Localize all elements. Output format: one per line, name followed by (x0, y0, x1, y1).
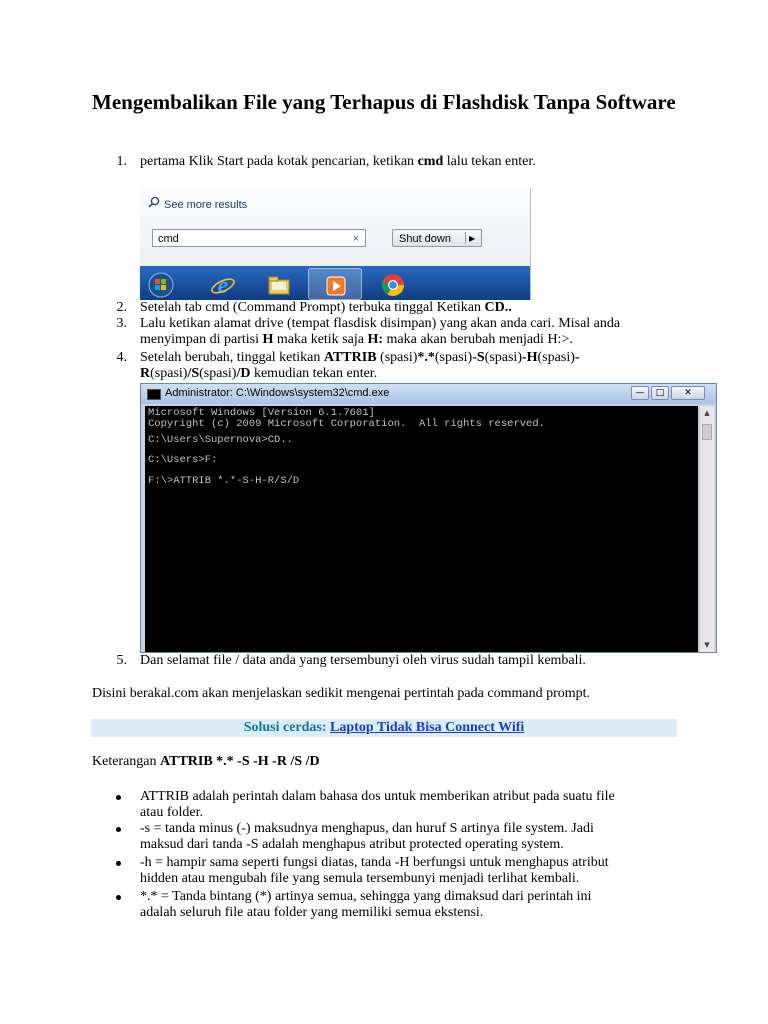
taskbar (140, 266, 530, 300)
start-menu-screenshot (140, 188, 531, 300)
taskbar-ie[interactable] (196, 268, 250, 300)
cmd-app-icon (147, 389, 161, 400)
step-3-number: 3. (116, 316, 127, 331)
bullet-icon (116, 827, 121, 832)
svg-text:e: e (217, 273, 229, 298)
minimize-button[interactable]: — (631, 386, 649, 400)
scroll-thumb[interactable] (702, 424, 712, 440)
bullet-icon (116, 795, 121, 800)
step-4-l1a: Setelah berubah, tinggal ketikan (140, 350, 324, 365)
step-4-l1i: (spasi) (537, 350, 575, 365)
step-5-text: Dan selamat file / data anda yang tersembunyi oleh virus sudah tampil kembali. (140, 653, 586, 668)
intro-paragraph: Disini berakal.com akan menjelaskan sedikit mengenai pertintah pada command prompt. (92, 686, 591, 701)
step-4-s-switch: /S (187, 366, 200, 381)
step-4-r-flag: R (140, 366, 151, 381)
step-2-text (140, 300, 512, 316)
bullet-icon (116, 861, 121, 866)
bullet-4-line-2: adalah seluruh file atau folder yang memiliki semua ekstensi. (140, 905, 484, 920)
step-1-number: 1. (116, 154, 127, 169)
start-orb-button[interactable] (140, 268, 188, 300)
console-line: Microsoft Windows [Version 6.1.7601] (148, 407, 375, 419)
bullet-icon (116, 895, 121, 900)
step-1-text-c: lalu tekan enter. (443, 154, 536, 169)
step-4-line-2 (140, 366, 377, 382)
step-3-l2c: maka ketik saja (273, 332, 368, 347)
console-line: C:\Users\Supernova>CD.. (148, 434, 293, 446)
shut-down-options-arrow-icon[interactable]: ▶ (469, 234, 476, 243)
chrome-icon (380, 272, 406, 298)
banner-label: Solusi cerdas: (243, 720, 331, 735)
internet-explorer-icon (210, 272, 236, 298)
bullet-3-line-1: -h = hampir sama seperti fungsi diatas, tanda -H berfungsi untuk menghapus atribut (140, 855, 609, 870)
step-4-l2f: kemudian tekan enter. (250, 366, 378, 381)
media-player-icon (323, 273, 349, 299)
step-2-cmd: CD.. (484, 300, 512, 315)
bullet-2-line-2: maksud dari tanda -S adalah menghapus atribut protected operating system. (140, 837, 564, 852)
start-search-input[interactable] (152, 229, 366, 247)
bullet-1-line-2: atau folder. (140, 805, 203, 820)
search-icon (148, 196, 160, 211)
cmd-title-bar (141, 384, 717, 404)
taskbar-chrome[interactable] (366, 268, 420, 300)
clear-search-icon[interactable]: × (352, 233, 359, 245)
keterangan-label: Keterangan (92, 754, 161, 769)
bullet-2-line-1: -s = tanda minus (-) maksudnya menghapus, dan huruf S artinya file system. Jadi (140, 821, 594, 836)
step-4-d-switch: /D (236, 366, 251, 381)
step-1-cmd: cmd (417, 154, 444, 169)
step-4-l1g: (spasi) (484, 350, 522, 365)
cmd-console-output[interactable] (145, 406, 698, 652)
step-4-attrib: ATTRIB (323, 350, 377, 365)
scroll-down-arrow-icon[interactable]: ▼ (704, 641, 710, 649)
step-4-l1e: (spasi) (434, 350, 473, 365)
step-2-text-a: Setelah tab cmd (Command Prompt) terbuka tinggal Ketikan (140, 300, 485, 315)
shut-down-label: Shut down (399, 233, 451, 245)
step-3-partition: H (262, 332, 274, 347)
step-4-dash: - (574, 350, 580, 365)
close-button[interactable]: ✕ (671, 386, 705, 400)
step-4-l2d: (spasi) (199, 366, 237, 381)
search-value: cmd (158, 233, 179, 245)
step-4-s-flag: -S (472, 350, 485, 365)
taskbar-explorer[interactable] (252, 268, 306, 300)
step-3-line-2 (140, 332, 573, 348)
step-3-l2a: menyimpan di partisi (140, 332, 263, 347)
taskbar-media-player[interactable] (308, 268, 362, 300)
see-more-results-link[interactable] (148, 196, 247, 211)
step-3-l2e: maka akan berubah menjadi H:>. (383, 332, 573, 347)
scroll-up-arrow-icon[interactable]: ▲ (704, 409, 710, 417)
keterangan-line (92, 754, 320, 770)
page-title: Mengembalikan File yang Terhapus di Flashdisk Tanpa Software (92, 90, 676, 114)
start-orb-icon (148, 272, 174, 298)
cmd-window-screenshot (140, 383, 717, 653)
console-line: F:\>ATTRIB *.*-S-H-R/S/D (148, 475, 300, 487)
console-line: C:\Users>F: (148, 454, 218, 466)
start-menu-panel (140, 188, 530, 266)
solusi-cerdas-banner (91, 719, 677, 737)
step-4-l2b: (spasi) (150, 366, 188, 381)
explorer-folder-icon (266, 272, 292, 298)
step-1-text-a: pertama Klik Start pada kotak pencarian, ketikan (140, 154, 418, 169)
keterangan-command: ATTRIB *.* -S -H -R /S /D (160, 754, 320, 769)
step-4-h-flag: -H (521, 350, 538, 365)
step-5-number: 5. (116, 653, 127, 668)
step-2-number: 2. (116, 300, 127, 315)
maximize-button[interactable]: □ (651, 386, 669, 400)
cmd-window-title: Administrator: C:\Windows\system32\cmd.exe (165, 387, 390, 399)
shut-down-separator (465, 232, 466, 244)
step-4-line-1 (140, 350, 580, 366)
banner-link[interactable]: Laptop Tidak Bisa Connect Wifi (330, 720, 525, 735)
bullet-3-line-2: hidden atau mengubah file yang semula tersembunyi menjadi terlihat kembali. (140, 871, 580, 886)
step-4-l1c: (spasi) (376, 350, 418, 365)
step-4-number: 4. (116, 350, 127, 365)
shut-down-button[interactable] (392, 229, 482, 247)
step-3-drive: H: (367, 332, 384, 347)
bullet-1-line-1: ATTRIB adalah perintah dalam bahasa dos untuk memberikan atribut pada suatu file (140, 789, 615, 804)
console-line: Copyright (c) 2009 Microsoft Corporation. All rights reserved. (148, 418, 545, 430)
step-3-line-1: Lalu ketikan alamat drive (tempat flasdisk disimpan) yang akan anda cari. Misal anda (140, 316, 621, 331)
see-more-label: See more results (164, 199, 248, 211)
step-1-text (140, 154, 536, 170)
bullet-4-line-1: *.* = Tanda bintang (*) artinya semua, sehingga yang dimaksud dari perintah ini (140, 889, 592, 904)
cmd-scrollbar[interactable] (699, 406, 714, 652)
step-4-wildcard: *.* (417, 350, 435, 365)
